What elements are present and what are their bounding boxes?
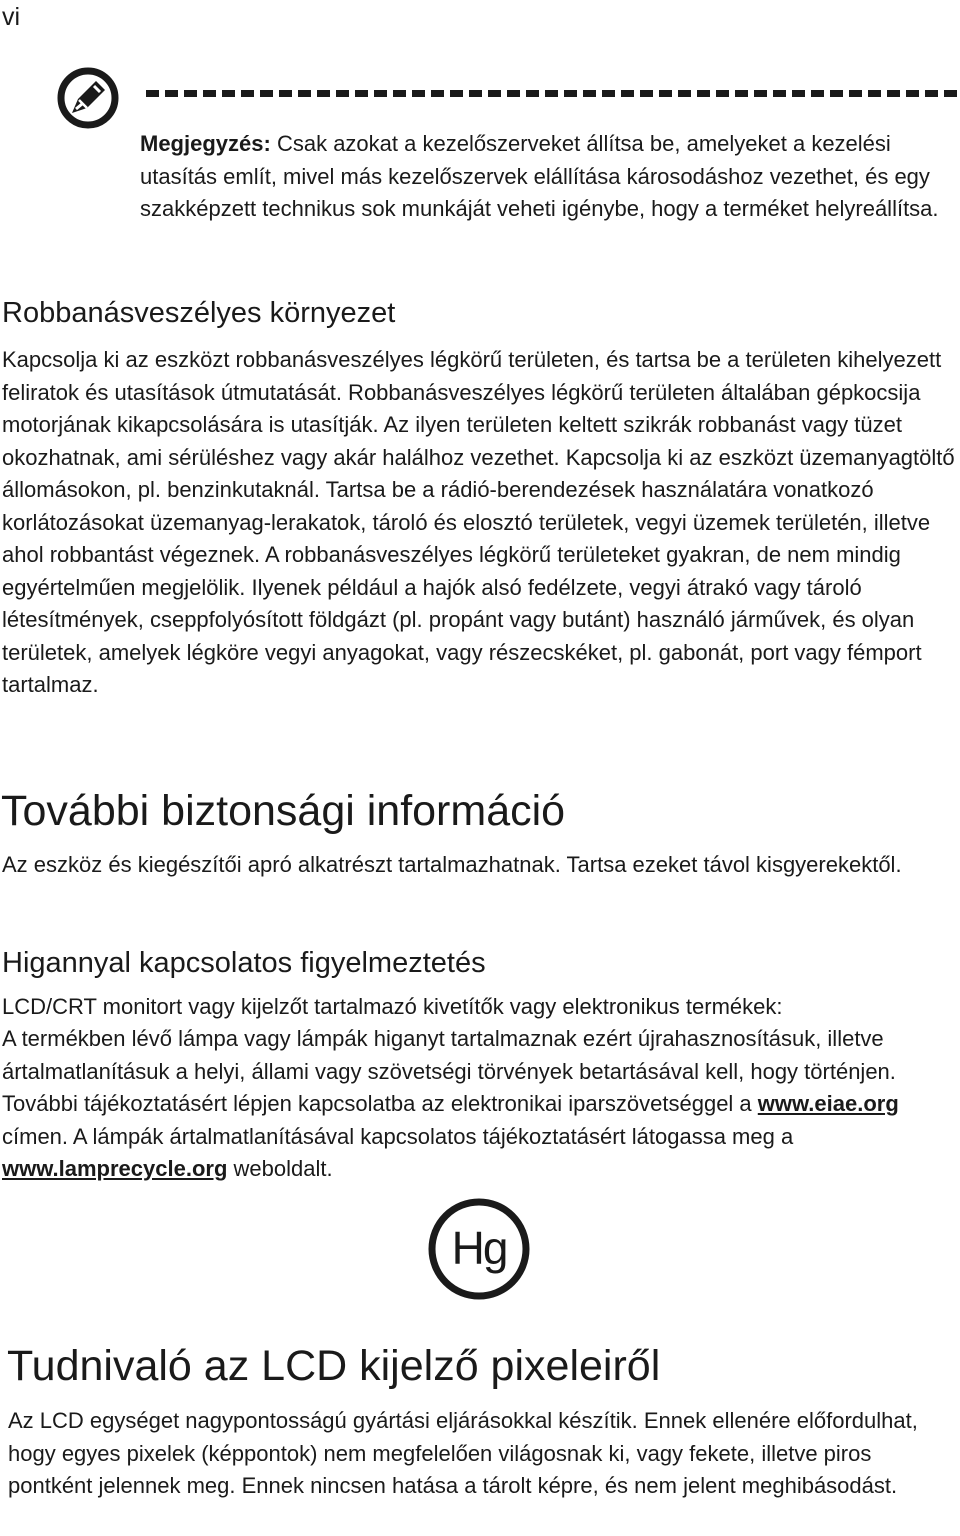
explosive-body: Kapcsolja ki az eszközt robbanásveszélyes légkörű területen, és tartsa be a területen kihelyezett feliratok és utasítások útmutatását. Robbanásveszélyes légkörű területen általában gépkocsija motorjának kikapcsolására is utasítják. Az ilyen területen keltett szikrák robbanást vagy tüzet okozhatnak, ami sérüléshez vagy akár halálhoz vezethet. Kapcsolja ki az eszközt üzemanyagtöltő állomásokon, pl. benzinkutaknál. Tartsa be a rádió-berendezések használatára vonatkozó korlátozásokat üzemanyag-lerakatok, tároló és elosztó területek, vegyi üzemek területén, illetve ahol robbantást végeznek. A robbanásveszélyes légkörű területeket gyakran, de nem mindig egyértelműen megjelölik. Ilyenek például a hajók alsó fedélzete, vegyi átrakó vagy tároló létesítmények, cseppfolyósított földgázt (pl. propánt vagy butánt) használó járművek, és olyan területek, amelyek légköre vegyi anyagokat, vagy részecskéket, pl. gabonát, port vagy fémport tartalmaz. xyxy=(2,347,955,697)
hg-symbol-text: Hg xyxy=(451,1222,507,1274)
mercury-body-c: weboldalt. xyxy=(227,1156,333,1181)
mercury-body-b: címen. A lámpák ártalmatlanításával kapcsolatos tájékoztatásért látogassa meg a xyxy=(2,1123,794,1149)
lcd-heading: Tudnivaló az LCD kijelző pixeleiről xyxy=(7,1342,661,1390)
note-paragraph xyxy=(140,128,940,226)
additional-body: Az eszköz és kiegészítői apró alkatrészt tartalmazhatnak. Tartsa ezeket távol kisgyerekektől. xyxy=(2,852,902,877)
eiae-link[interactable]: www.eiae.org xyxy=(757,1091,899,1116)
mercury-heading: Higannyal kapcsolatos figyelmeztetés xyxy=(2,947,486,979)
lcd-body: Az LCD egységet nagypontosságú gyártási eljárásokkal készítik. Ennek ellenére előfordulhat, hogy egyes pixelek (képpontok) nem megfelelően világosnak ki, vagy fekete, illetve piros pontként jelennek meg. Ennek nincsen hatása a tárolt képre, és nem jelent meghibásodást. xyxy=(8,1408,918,1498)
note-dashed-rule xyxy=(146,90,960,97)
mercury-body-a: A termékben lévő lámpa vagy lámpák higanyt tartalmaznak ezért újrahasznosításuk, illetve ártalmatlanításuk a helyi, állami vagy szövetségi törvények betartásával kell, hogy történjen. További tájékoztatásért lépjen kapcsolatba az elektronikai iparszövetséggel a xyxy=(2,1026,896,1116)
page-number: vi xyxy=(2,3,21,31)
mercury-intro: LCD/CRT monitort vagy kijelzőt tartalmazó kivetítők vagy elektronikus termékek: xyxy=(2,994,783,1019)
lamprecycle-link[interactable]: www.lamprecycle.org xyxy=(2,1156,228,1181)
explosive-heading: Robbanásveszélyes környezet xyxy=(2,297,396,329)
additional-heading: További biztonsági információ xyxy=(1,787,566,835)
mercury-body xyxy=(2,1023,957,1186)
note-text: Csak azokat a kezelőszerveket állítsa be, amelyeket a kezelési utasítás említ, mivel más kezelőszervek elállítása károsodáshoz vezethet, és egy szakképzett technikus sok munkáját veheti igénybe, hogy a terméket helyreállítsa. xyxy=(140,131,939,221)
note-label: Megjegyzés: xyxy=(140,131,271,156)
mercury-hg-symbol xyxy=(427,1197,531,1301)
note-pencil-icon xyxy=(56,66,120,130)
